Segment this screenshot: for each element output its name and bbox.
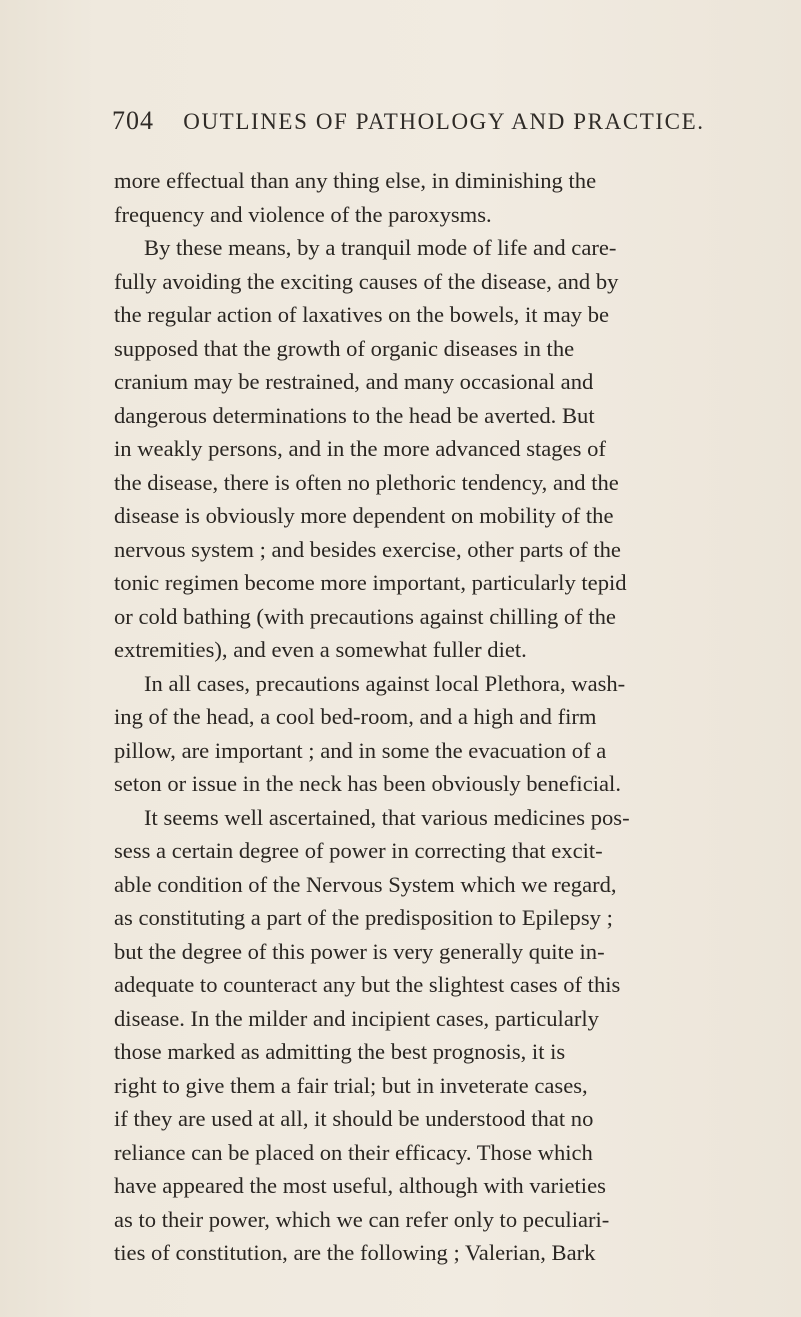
text-line: ties of constitution, are the following ; Valerian, Bark <box>114 1240 596 1265</box>
text-line: disease. In the milder and incipient cases, particularly <box>114 1005 599 1031</box>
text-line: reliance can be placed on their efficacy. Those which <box>114 1139 593 1165</box>
running-head <box>112 106 732 146</box>
text-line: It seems well ascertained, that various medicines pos- <box>144 804 630 830</box>
text-line: fully avoiding the exciting causes of the disease, and by <box>114 268 619 294</box>
text-line: nervous system ; and besides exercise, other parts of the <box>114 536 621 562</box>
text-line: able condition of the Nervous System which we regard, <box>114 871 617 897</box>
text-line: disease is obviously more dependent on mobility of the <box>114 503 614 528</box>
text-line: in weakly persons, and in the more advanced stages of <box>114 436 606 461</box>
text-line: supposed that the growth of organic diseases in the <box>114 335 575 361</box>
text-line: tonic regimen become more important, particularly tepid <box>114 570 627 595</box>
text-line: extremities), and even a somewhat fuller diet. <box>114 637 527 662</box>
running-title: OUTLINES OF PATHOLOGY AND PRACTICE. <box>183 109 705 134</box>
text-line: if they are used at all, it should be understood that no <box>114 1106 594 1131</box>
text-line: or cold bathing (with precautions against chilling of the <box>114 603 616 629</box>
text-line: the regular action of laxatives on the bowels, it may be <box>114 302 610 327</box>
text-line: sess a certain degree of power in correcting that excit- <box>114 838 603 863</box>
text-line: but the degree of this power is very generally quite in- <box>114 938 605 964</box>
text-line: adequate to counteract any but the slightest cases of this <box>114 972 621 997</box>
text-line: more effectual than any thing else, in diminishing the <box>114 168 597 193</box>
text-line: have appeared the most useful, although with varieties <box>114 1173 606 1198</box>
text-line: frequency and violence of the paroxysms. <box>114 201 492 227</box>
text-line: ing of the head, a cool bed-room, and a high and firm <box>114 704 597 729</box>
text-line: right to give them a fair trial; but in inveterate cases, <box>114 1072 588 1098</box>
text-line: cranium may be restrained, and many occasional and <box>114 369 594 394</box>
text-line: By these means, by a tranquil mode of life and care- <box>144 235 617 260</box>
text-line: seton or issue in the neck has been obviously beneficial. <box>114 771 621 796</box>
text-line: the disease, there is often no plethoric tendency, and the <box>114 469 619 495</box>
body-text <box>114 164 800 1270</box>
text-line: as to their power, which we can refer only to peculiari- <box>114 1206 610 1232</box>
page-number: 704 <box>112 106 154 135</box>
text-line: pillow, are important ; and in some the evacuation of a <box>114 737 607 763</box>
text-line: dangerous determinations to the head be averted. But <box>114 402 595 428</box>
text-line: In all cases, precautions against local Plethora, wash- <box>144 670 626 696</box>
text-line: those marked as admitting the best prognosis, it is <box>114 1039 566 1064</box>
text-line: as constituting a part of the predisposition to Epilepsy ; <box>114 905 613 930</box>
